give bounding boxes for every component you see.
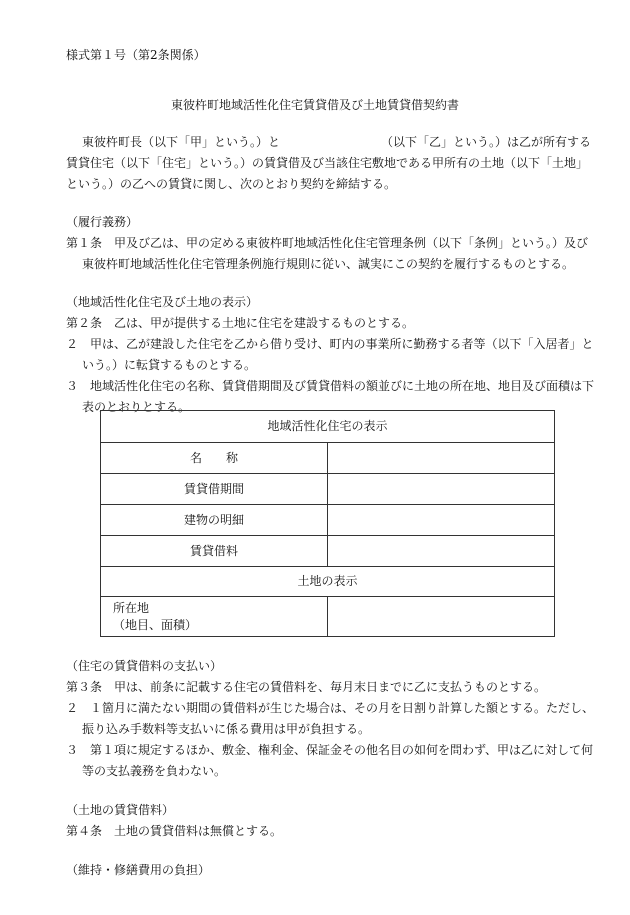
housing-header-cell: 地域活性化住宅の表示 — [101, 411, 555, 443]
article-2-line-1: 第２条 乙は、甲が提供する土地に住宅を建設するものとする。 — [66, 316, 415, 330]
period-label-cell: 賃貸借期間 — [101, 474, 328, 505]
period-value-cell[interactable] — [328, 474, 555, 505]
article-3-line-1: 第３条 甲は、前条に記載する住宅の賃借料を、毎月末日までに乙に支払うものとする。 — [66, 680, 547, 694]
article-2-heading: （地域活性化住宅及び土地の表示） — [66, 295, 259, 309]
housing-land-table — [100, 410, 555, 637]
form-number: 様式第１号（第2条関係） — [66, 48, 206, 62]
article-3-heading: （住宅の賃貸借料の支払い） — [66, 659, 223, 673]
building-value-cell[interactable] — [328, 505, 555, 536]
article-3-line-2: ２ １箇月に満たない期間の賃借料が生じた場合は、その月を日割り計算した額とする。ただし、 — [66, 701, 595, 715]
land-header-cell: 土地の表示 — [101, 567, 555, 597]
article-4-heading: （土地の賃貸借料） — [66, 803, 175, 817]
location-value-cell[interactable] — [328, 597, 555, 637]
preamble-line-2: 賃貸住宅（以下「住宅」という。）の賃貸借及び当該住宅敷地である甲所有の土地（以下「土地」 — [66, 156, 589, 170]
building-label-cell: 建物の明細 — [101, 505, 328, 536]
fee-label-cell: 賃貸借料 — [101, 536, 328, 567]
article-1-line-2: 東彼杵町地域活性化住宅管理条例施行規則に従い、誠実にこの契約を履行するものとする。 — [82, 257, 575, 271]
name-label-cell: 名 称 — [101, 443, 328, 474]
article-5-heading: （維持・修繕費用の負担） — [66, 863, 211, 877]
location-label-line-1: 所在地 — [113, 600, 150, 615]
location-label-line-2: （地目、面積） — [113, 617, 198, 632]
article-2-line-4: ３ 地域活性化住宅の名称、賃貸借期間及び賃貸借料の額並びに土地の所在地、地目及び面積は下 — [66, 379, 595, 393]
article-4-line-1: 第４条 土地の賃貸借料は無償とする。 — [66, 824, 283, 838]
preamble-line-1a: 東彼杵町長（以下「甲」という。）と — [82, 135, 281, 149]
article-2-line-2: ２ 甲は、乙が建設した住宅を乙から借り受け、町内の事業所に勤務する者等（以下「入居者」と — [66, 337, 594, 351]
article-1-heading: （履行義務） — [66, 215, 139, 229]
article-3-line-5: 等の支払義務を負わない。 — [82, 764, 227, 778]
fee-value-cell[interactable] — [328, 536, 555, 567]
article-2-line-5: 表のとおりとする。 — [82, 400, 191, 414]
article-1-line-1: 第１条 甲及び乙は、甲の定める東彼杵町地域活性化住宅管理条例（以下「条例」という。）及び — [66, 236, 589, 250]
article-3-line-4: ３ 第１項に規定するほか、敷金、権利金、保証金その他名目の如何を問わず、甲は乙に対して何 — [66, 743, 594, 757]
article-2-line-3: いう。）に転貸するものとする。 — [82, 358, 257, 372]
document-title: 東彼杵町地域活性化住宅賃貸借及び土地賃貸借契約書 — [170, 98, 459, 112]
article-3-line-3: 振り込み手数料等支払いに係る費用は甲が負担する。 — [82, 722, 371, 736]
preamble-line-1b: （以下「乙」という。）は乙が所有する — [381, 135, 592, 149]
name-value-cell[interactable] — [328, 443, 555, 474]
preamble-line-3: という。）の乙への賃貸に関し、次のとおり契約を締結する。 — [66, 177, 397, 191]
location-label-cell — [101, 597, 328, 637]
